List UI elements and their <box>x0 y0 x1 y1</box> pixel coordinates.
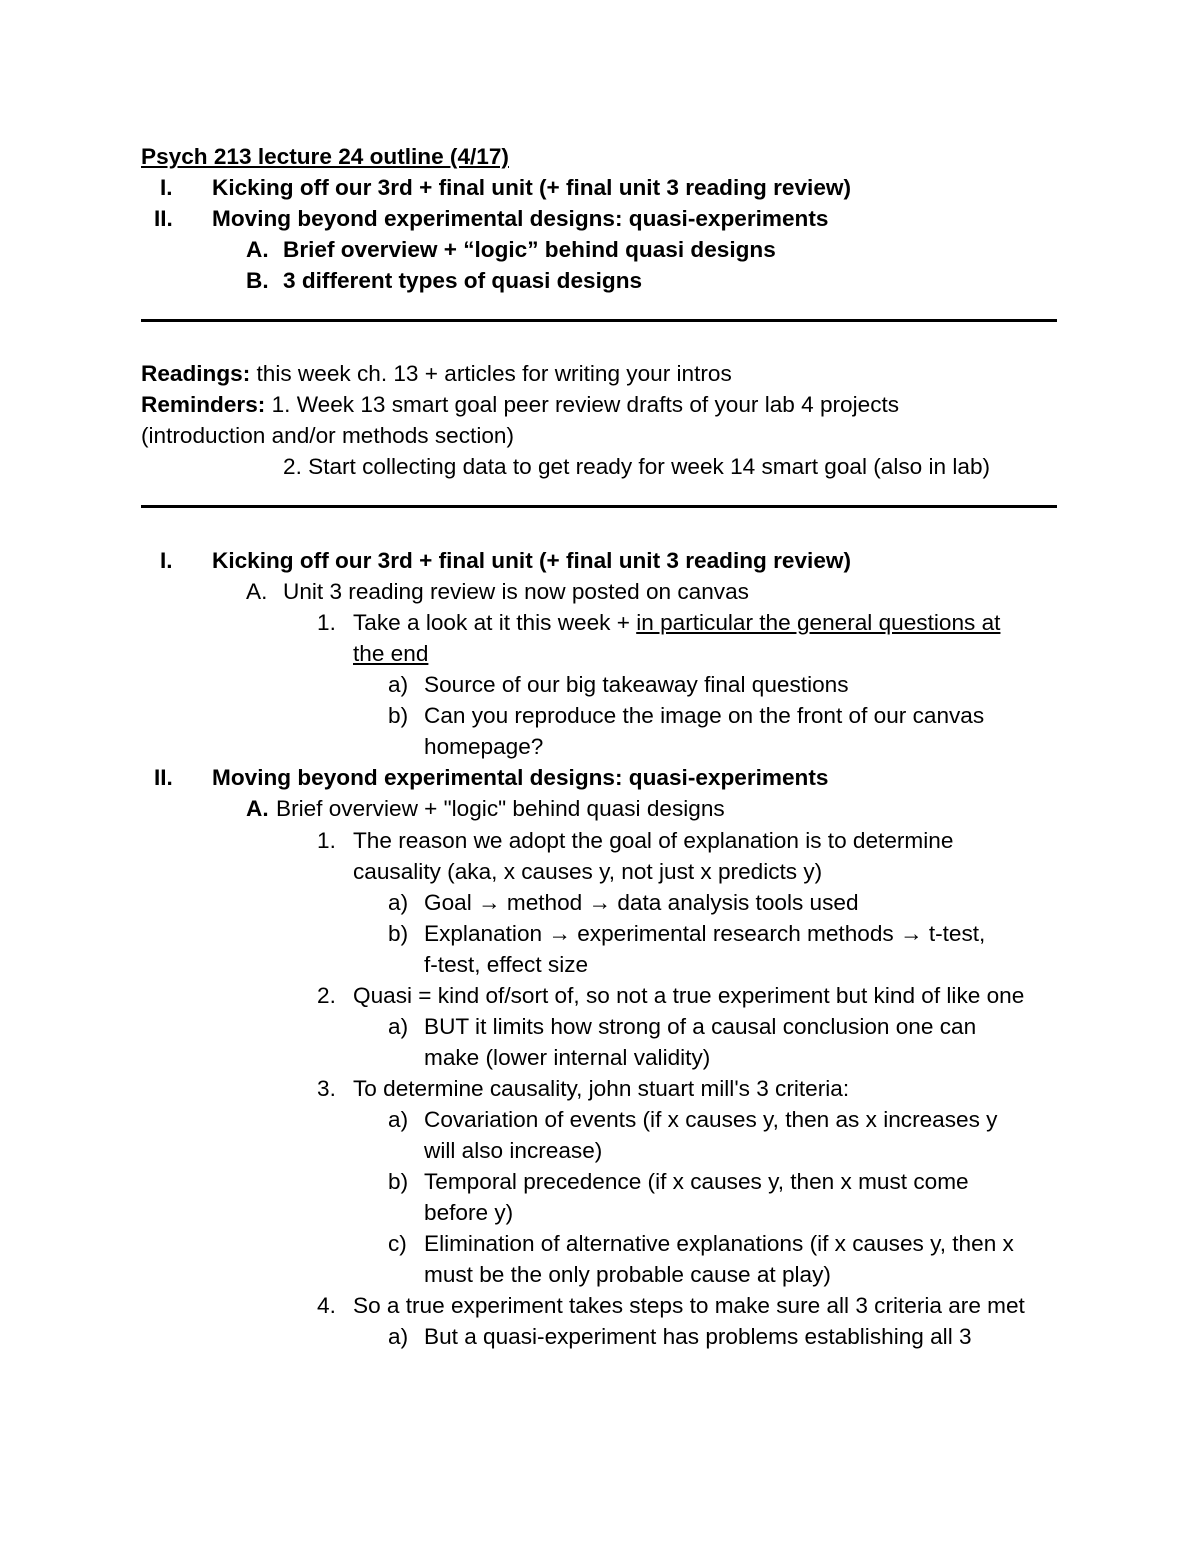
section-1a1-underlined-cont: the end <box>353 641 429 666</box>
reminders-label: Reminders: <box>141 392 266 417</box>
point-3-num: 3. <box>317 1076 336 1101</box>
point-4a-text: But a quasi-experiment has problems establishing all 3 <box>424 1324 972 1349</box>
section-1a1a-num: a) <box>388 672 409 697</box>
point-3c-text: Elimination of alternative explanations (if x causes y, then x <box>424 1231 1014 1256</box>
outline-item-2: Moving beyond experimental designs: quasi-experiments <box>212 206 829 231</box>
section-1a1-text <box>353 607 1000 638</box>
divider-rule-1 <box>141 319 1057 322</box>
section-2a-num: A. <box>246 796 269 821</box>
outline-num-2b: B. <box>246 268 269 293</box>
readings-label: Readings: <box>141 361 251 386</box>
point-3-text: To determine causality, john stuart mill's 3 criteria: <box>353 1076 850 1101</box>
point-3b-text-cont: before y) <box>424 1200 514 1225</box>
section-1-heading: Kicking off our 3rd + final unit (+ final unit 3 reading review) <box>212 548 851 573</box>
point-1a-text: Goal → method → data analysis tools used <box>424 890 859 915</box>
point-3b-text: Temporal precedence (if x causes y, then x must come <box>424 1169 969 1194</box>
section-1a1-plain: Take a look at it this week + <box>353 610 637 635</box>
divider-rule-2 <box>141 505 1057 508</box>
point-1-text: The reason we adopt the goal of explanation is to determine <box>353 828 954 853</box>
outline-item-2b: 3 different types of quasi designs <box>283 268 643 293</box>
point-3c-num: c) <box>388 1231 407 1256</box>
section-1a1-num: 1. <box>317 610 336 635</box>
section-1a1b-text-cont: homepage? <box>424 734 544 759</box>
point-1b-num: b) <box>388 921 409 946</box>
point-2a-text-cont: make (lower internal validity) <box>424 1045 711 1070</box>
section-1a1-underlined: in particular the general questions at <box>636 610 1001 635</box>
point-3a-text: Covariation of events (if x causes y, then as x increases y <box>424 1107 998 1132</box>
point-4-num: 4. <box>317 1293 336 1318</box>
point-3c-text-cont: must be the only probable cause at play) <box>424 1262 831 1287</box>
section-1a1b-num: b) <box>388 703 409 728</box>
outline-item-2a: Brief overview + “logic” behind quasi designs <box>283 237 776 262</box>
section-2-num: II. <box>154 765 173 790</box>
point-2-num: 2. <box>317 983 336 1008</box>
section-1a1a-text: Source of our big takeaway final questions <box>424 672 849 697</box>
point-3b-num: b) <box>388 1169 409 1194</box>
section-1a1b-text: Can you reproduce the image on the front of our canvas <box>424 703 985 728</box>
readings-line <box>141 358 732 389</box>
section-1-num: I. <box>160 548 173 573</box>
section-2-heading: Moving beyond experimental designs: quasi-experiments <box>212 765 829 790</box>
reminder-1-text: 1. Week 13 smart goal peer review drafts of your lab 4 projects <box>265 392 900 417</box>
point-3a-num: a) <box>388 1107 409 1132</box>
outline-num-1: I. <box>160 175 173 200</box>
point-1b-text: Explanation → experimental research methods → t-test, <box>424 921 986 946</box>
point-1-text-cont: causality (aka, x causes y, not just x predicts y) <box>353 859 823 884</box>
point-1-num: 1. <box>317 828 336 853</box>
point-1b-text-cont: f-test, effect size <box>424 952 589 977</box>
point-2-text: Quasi = kind of/sort of, so not a true experiment but kind of like one <box>353 983 1025 1008</box>
outline-num-2a: A. <box>246 237 269 262</box>
point-2a-num: a) <box>388 1014 409 1039</box>
section-1a-text: Unit 3 reading review is now posted on canvas <box>283 579 749 604</box>
section-1a-num: A. <box>246 579 268 604</box>
outline-item-1: Kicking off our 3rd + final unit (+ final unit 3 reading review) <box>212 175 851 200</box>
document-title: Psych 213 lecture 24 outline (4/17) <box>141 144 509 169</box>
outline-num-2: II. <box>154 206 173 231</box>
reminder-1-continued: (introduction and/or methods section) <box>141 423 514 448</box>
section-2a-text: Brief overview + "logic" behind quasi designs <box>276 796 725 821</box>
readings-text: this week ch. 13 + articles for writing your intros <box>250 361 732 386</box>
point-4-text: So a true experiment takes steps to make sure all 3 criteria are met <box>353 1293 1025 1318</box>
point-4a-num: a) <box>388 1324 409 1349</box>
reminder-2-text: 2. Start collecting data to get ready for week 14 smart goal (also in lab) <box>283 454 991 479</box>
reminders-line-1 <box>141 389 899 420</box>
point-1a-num: a) <box>388 890 409 915</box>
point-3a-text-cont: will also increase) <box>424 1138 603 1163</box>
point-2a-text: BUT it limits how strong of a causal conclusion one can <box>424 1014 977 1039</box>
